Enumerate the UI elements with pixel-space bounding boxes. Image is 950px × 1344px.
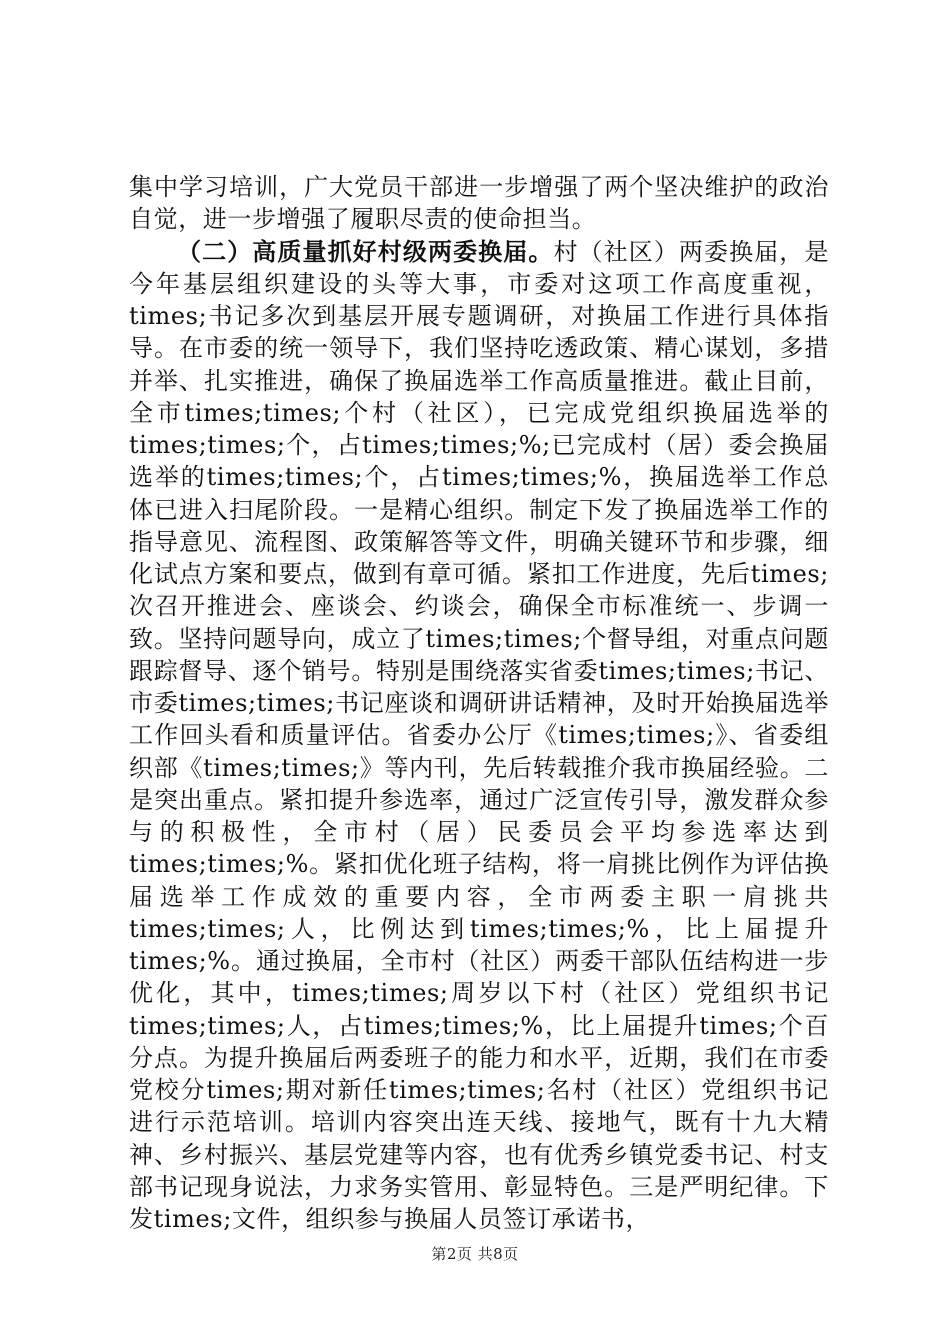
section-heading: （二）高质量抓好村级两委换届。 xyxy=(177,236,554,266)
section-body: 村（社区）两委换届，是今年基层组织建设的头等大事，市委对这项工作高度重视，times;书记多次到基层开展专题调研，对换届工作进行具体指导。在市委的统一领导下，我们坚持吃透政策、精心谋划，多措并举、扎实推进，确保了换届选举工作高质量推进。截止目前，全市times;times;个村（社区），已完成党组织换届选举的times;times;个，占times;times;%;已完成村（居）委会换届选举的times;times;个，占times;times;%，换届选举工作总体已进入扫尾阶段。一是精心组织。制定下发了换届选举工作的指导意见、流程图、政策解答等文件，明确关键环节和步骤，细化试点方案和要点，做到有章可循。紧扣工作进度，先后times;次召开推进会、座谈会、约谈会，确保全市标准统一、步调一致。坚持问题导向，成立了times;times;个督导组，对重点问题跟踪督导、逐个销号。特别是围绕落实省委times;times;书记、市委times;times;书记座谈和调研讲话精神，及时开始换届选举工作回头看和质量评估。省委办公厅《times;times;》、省委组织部《times;times;》等内刊，先后转载推介我市换届经验。二是突出重点。紧扣提升参选率，通过广泛宣传引导，激发群众参与的积极性，全市村（居）民委员会平均参选率达到times;times;%。紧扣优化班子结构，将一肩挑比例作为评估换届选举工作成效的重要内容，全市两委主职一肩挑共times;times;人，比例达到times;times;%，比上届提升times;%。通过换届，全市村（社区）两委干部队伍结构进一步优化，其中，times;times;周岁以下村（社区）党组织书记times;times;人，占times;times;%，比上届提升times;个百分点。为提升换届后两委班子的能力和水平，近期，我们在市委党校分times;期对新任times;times;名村（社区）党组织书记进行示范培训。培训内容突出连天线、接地气，既有十九大精神、乡村振兴、基层党建等内容，也有优秀乡镇党委书记、村支部书记现身说法，力求务实管用、彰显特色。三是严明纪律。下发times;文件，组织参与换届人员签订承诺书， xyxy=(129,237,829,1233)
paragraph-continuation: 集中学习培训，广大党员干部进一步增强了两个坚决维护的政治自觉，进一步增强了履职尽责的使命担当。 xyxy=(129,173,829,234)
page-footer: 第2页 共8页 xyxy=(431,1245,519,1263)
document-body xyxy=(129,171,829,1235)
paragraph-village-election xyxy=(129,236,829,1236)
